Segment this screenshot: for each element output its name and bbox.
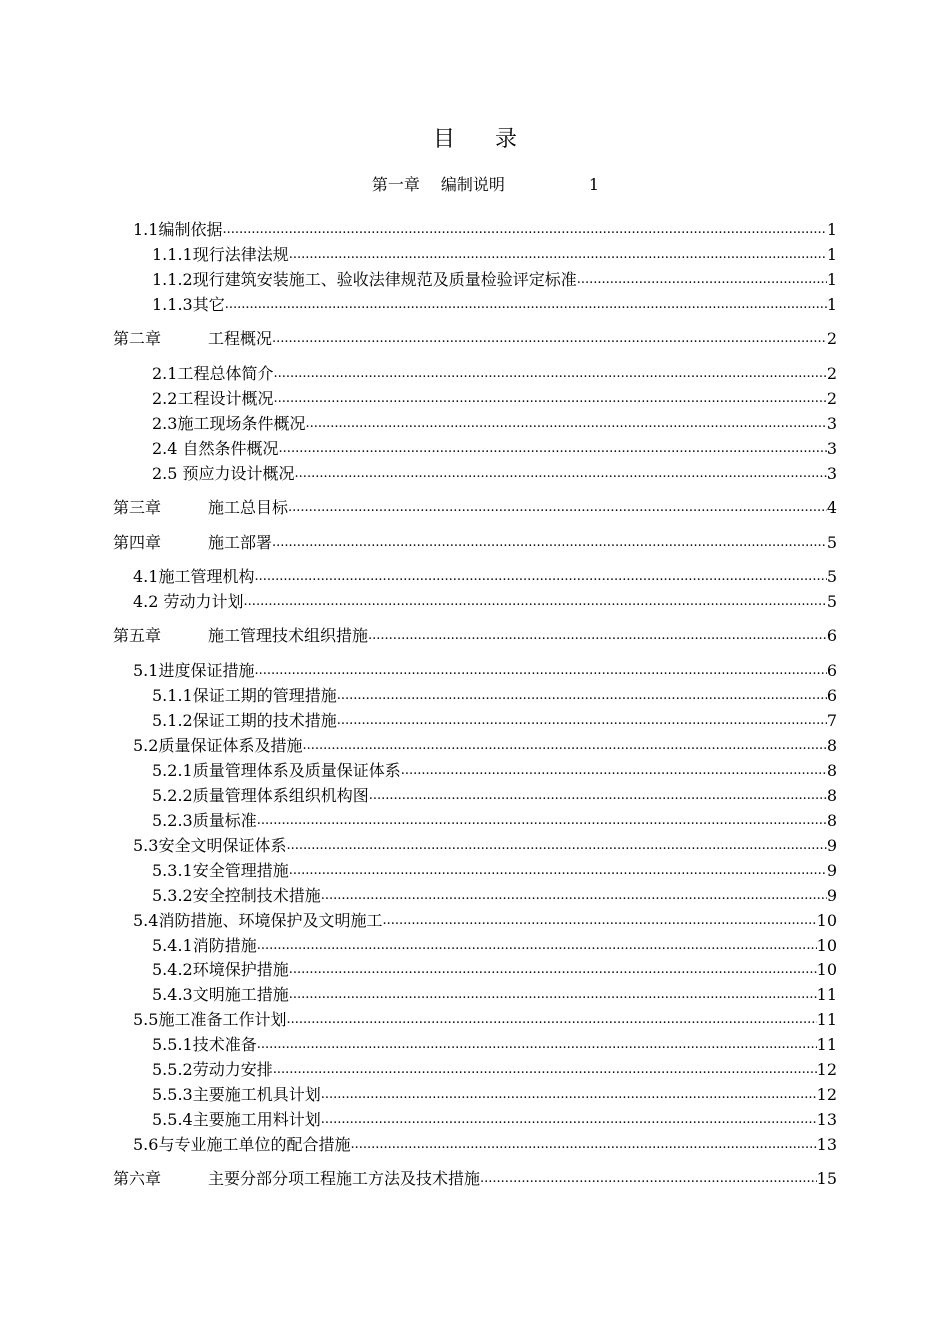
- toc-page-number: 6: [826, 661, 837, 680]
- toc-page-number: 9: [826, 861, 837, 880]
- dot-leader: [257, 936, 817, 956]
- dot-leader: [302, 736, 826, 756]
- toc-page-number: 9: [826, 836, 837, 855]
- dot-leader: [257, 811, 827, 831]
- dot-leader: [337, 711, 827, 731]
- toc-page-number: 8: [826, 761, 837, 780]
- dot-leader: [295, 464, 827, 484]
- dot-leader: [273, 1060, 817, 1080]
- toc-page-number: 10: [816, 960, 837, 979]
- toc-page-number: 6: [826, 626, 837, 645]
- chapter-number: 第一章: [371, 175, 420, 194]
- dot-leader: [279, 439, 827, 459]
- toc-page-number: 11: [816, 985, 837, 1004]
- toc-entry-label: 2.1工程总体简介: [152, 364, 274, 383]
- toc-entry-label: 2.4 自然条件概况: [152, 439, 279, 458]
- dot-leader: [286, 836, 826, 856]
- toc-page-number: 3: [826, 414, 837, 433]
- dot-leader: [257, 1035, 817, 1055]
- toc-page-number: 10: [816, 911, 837, 930]
- toc-chapter-entry[interactable]: [113, 1167, 837, 1189]
- dot-leader: [254, 567, 826, 587]
- chapter-name: 主要分部分项工程施工方法及技术措施: [208, 1169, 481, 1188]
- chapter-name: 施工总目标: [208, 498, 289, 517]
- dot-leader: [289, 861, 827, 881]
- toc-page-number: 3: [826, 439, 837, 458]
- toc-page-number: 2: [826, 329, 837, 348]
- toc-entry-label: 5.4.1消防措施: [152, 936, 257, 955]
- toc-page-number: 6: [826, 686, 837, 705]
- toc-page-number: 5: [826, 533, 837, 552]
- toc-entry-label: 2.5 预应力设计概况: [152, 464, 295, 483]
- toc-chapter-1[interactable]: [0, 172, 950, 195]
- toc-entry[interactable]: [133, 734, 837, 756]
- toc-entry[interactable]: [152, 437, 837, 459]
- chapter-number: 第六章: [113, 1169, 162, 1188]
- dot-leader: [244, 592, 827, 612]
- toc-entry-label: 5.4.2环境保护措施: [152, 960, 289, 979]
- dot-leader: [272, 329, 827, 349]
- toc-entry-label: 5.5.3主要施工机具计划: [152, 1085, 321, 1104]
- toc-entry[interactable]: [152, 243, 837, 265]
- toc-page-number: 13: [816, 1135, 837, 1154]
- dot-leader: [401, 761, 827, 781]
- toc-entry-label: 5.2.1质量管理体系及质量保证体系: [152, 761, 401, 780]
- toc-entry-label: 5.3.2安全控制技术措施: [152, 886, 321, 905]
- dot-leader: [305, 414, 826, 434]
- dot-leader: [577, 270, 827, 290]
- dot-leader: [289, 985, 817, 1005]
- toc-page-number: 12: [816, 1060, 837, 1079]
- dot-leader: [272, 533, 827, 553]
- toc-chapter-entry[interactable]: [113, 624, 837, 646]
- toc-page-number: 4: [826, 498, 837, 517]
- toc-entry-label: 2.2工程设计概况: [152, 389, 274, 408]
- toc-entry[interactable]: [152, 1058, 837, 1080]
- dot-leader: [369, 786, 827, 806]
- toc-page-number: 10: [816, 936, 837, 955]
- chapter-name: 编制说明: [440, 175, 505, 194]
- toc-entry-label: 1.1编制依据: [133, 220, 223, 239]
- toc-entry-label: 5.1.2保证工期的技术措施: [152, 711, 337, 730]
- toc-entry[interactable]: [133, 834, 837, 856]
- dot-leader: [337, 686, 827, 706]
- toc-entry-label: [113, 1169, 480, 1189]
- toc-entry[interactable]: [152, 934, 837, 956]
- toc-title-right: 录: [495, 127, 518, 152]
- toc-page-number: 1: [826, 245, 837, 264]
- toc-page-number: 1: [826, 270, 837, 289]
- toc-chapter-entry[interactable]: [113, 531, 837, 553]
- toc-entry-label: 5.5.4主要施工用料计划: [152, 1110, 321, 1129]
- toc-page-number: 13: [816, 1110, 837, 1129]
- dot-leader: [368, 626, 827, 646]
- dot-leader: [273, 364, 826, 384]
- toc-entry-label: 5.4消防措施、环境保护及文明施工: [133, 911, 383, 930]
- dot-leader: [225, 295, 827, 315]
- toc-entry[interactable]: [152, 884, 837, 906]
- toc-page-number: 9: [826, 886, 837, 905]
- toc-entry[interactable]: [152, 983, 837, 1005]
- toc-page-number: 11: [816, 1010, 837, 1029]
- toc-page-number: 11: [816, 1035, 837, 1054]
- toc-page-number: 2: [826, 364, 837, 383]
- toc-entry-label: 4.1施工管理机构: [133, 567, 255, 586]
- toc-page-number: 12: [816, 1085, 837, 1104]
- toc-entry[interactable]: [133, 218, 837, 240]
- toc-entry-label: [113, 329, 272, 349]
- chapter-page: 1: [588, 175, 600, 194]
- chapter-number: 第三章: [113, 498, 162, 517]
- toc-page-number: 8: [826, 811, 837, 830]
- toc-chapter-entry[interactable]: [113, 496, 837, 518]
- toc-entry[interactable]: [152, 859, 837, 881]
- toc-entry[interactable]: [152, 293, 837, 315]
- toc-entry[interactable]: [152, 1108, 837, 1130]
- toc-entry[interactable]: [133, 1008, 837, 1030]
- toc-entry[interactable]: [133, 590, 837, 612]
- toc-entry[interactable]: [152, 362, 837, 384]
- dot-leader: [350, 1135, 816, 1155]
- dot-leader: [382, 911, 816, 931]
- toc-entry-label: 5.4.3文明施工措施: [152, 985, 289, 1004]
- toc-entry[interactable]: [152, 412, 837, 434]
- toc-entry[interactable]: [152, 684, 837, 706]
- dot-leader: [222, 220, 826, 240]
- toc-page-number: 8: [826, 786, 837, 805]
- toc-entry-label: 5.5施工准备工作计划: [133, 1010, 287, 1029]
- toc-page-number: 5: [826, 567, 837, 586]
- dot-leader: [480, 1169, 817, 1189]
- dot-leader: [288, 498, 827, 518]
- toc-entry-label: [113, 498, 288, 518]
- toc-entry-label: 5.1.1保证工期的管理措施: [152, 686, 337, 705]
- dot-leader: [289, 960, 817, 980]
- toc-entry-label: 5.5.2劳动力安排: [152, 1060, 273, 1079]
- chapter-number: 第五章: [113, 626, 162, 645]
- toc-entry-label: 1.1.1现行法律法规: [152, 245, 289, 264]
- dot-leader: [254, 661, 826, 681]
- toc-page-number: 5: [826, 592, 837, 611]
- toc-entry[interactable]: [152, 462, 837, 484]
- toc-entry[interactable]: [133, 565, 837, 587]
- toc-entry-label: 2.3施工现场条件概况: [152, 414, 306, 433]
- toc-entry-label: 5.2.2质量管理体系组织机构图: [152, 786, 369, 805]
- toc-entry-label: 5.2.3质量标准: [152, 811, 257, 830]
- toc-entry[interactable]: [133, 659, 837, 681]
- toc-chapter-entry[interactable]: [113, 327, 837, 349]
- toc-entry-label: [113, 533, 272, 553]
- chapter-number: 第四章: [113, 533, 162, 552]
- toc-entry-label: 5.2质量保证体系及措施: [133, 736, 303, 755]
- toc-entry-label: 4.2 劳动力计划: [133, 592, 244, 611]
- toc-entry-label: 5.3.1安全管理措施: [152, 861, 289, 880]
- toc-page-number: 15: [816, 1169, 837, 1188]
- toc-entry[interactable]: [152, 759, 837, 781]
- dot-leader: [286, 1010, 816, 1030]
- chapter-name: 施工管理技术组织措施: [208, 626, 369, 645]
- toc-page-number: 2: [826, 389, 837, 408]
- toc-entry-label: 5.3安全文明保证体系: [133, 836, 287, 855]
- dot-leader: [273, 389, 826, 409]
- toc-entry[interactable]: [152, 1083, 837, 1105]
- dot-leader: [321, 886, 827, 906]
- toc-page-number: 1: [826, 295, 837, 314]
- toc-entry-label: [113, 626, 368, 646]
- chapter-name: 工程概况: [208, 329, 273, 348]
- dot-leader: [289, 245, 827, 265]
- chapter-number: 第二章: [113, 329, 162, 348]
- dot-leader: [321, 1085, 817, 1105]
- chapter-name: 施工部署: [208, 533, 273, 552]
- toc-entry[interactable]: [152, 387, 837, 409]
- toc-page-number: 8: [826, 736, 837, 755]
- toc-entry-label: 1.1.2现行建筑安装施工、验收法律规范及质量检验评定标准: [152, 270, 577, 289]
- toc-entry-label: 5.1进度保证措施: [133, 661, 255, 680]
- toc-entry[interactable]: [152, 709, 837, 731]
- toc-entry[interactable]: [133, 909, 837, 931]
- toc-entry[interactable]: [152, 784, 837, 806]
- toc-entry[interactable]: [152, 809, 837, 831]
- toc-page-number: 3: [826, 464, 837, 483]
- toc-title-left: 目: [432, 127, 455, 152]
- toc-page-number: 7: [826, 711, 837, 730]
- toc-entry[interactable]: [152, 958, 837, 980]
- toc-title: [0, 122, 950, 153]
- toc-entry-label: 5.6与专业施工单位的配合措施: [133, 1135, 351, 1154]
- toc-entry[interactable]: [152, 1033, 837, 1055]
- dot-leader: [321, 1110, 817, 1130]
- toc-entry[interactable]: [133, 1133, 837, 1155]
- toc-entry-label: 1.1.3其它: [152, 295, 225, 314]
- toc-page-number: 1: [826, 220, 837, 239]
- toc-entry-label: 5.5.1技术准备: [152, 1035, 257, 1054]
- toc-entry[interactable]: [152, 268, 837, 290]
